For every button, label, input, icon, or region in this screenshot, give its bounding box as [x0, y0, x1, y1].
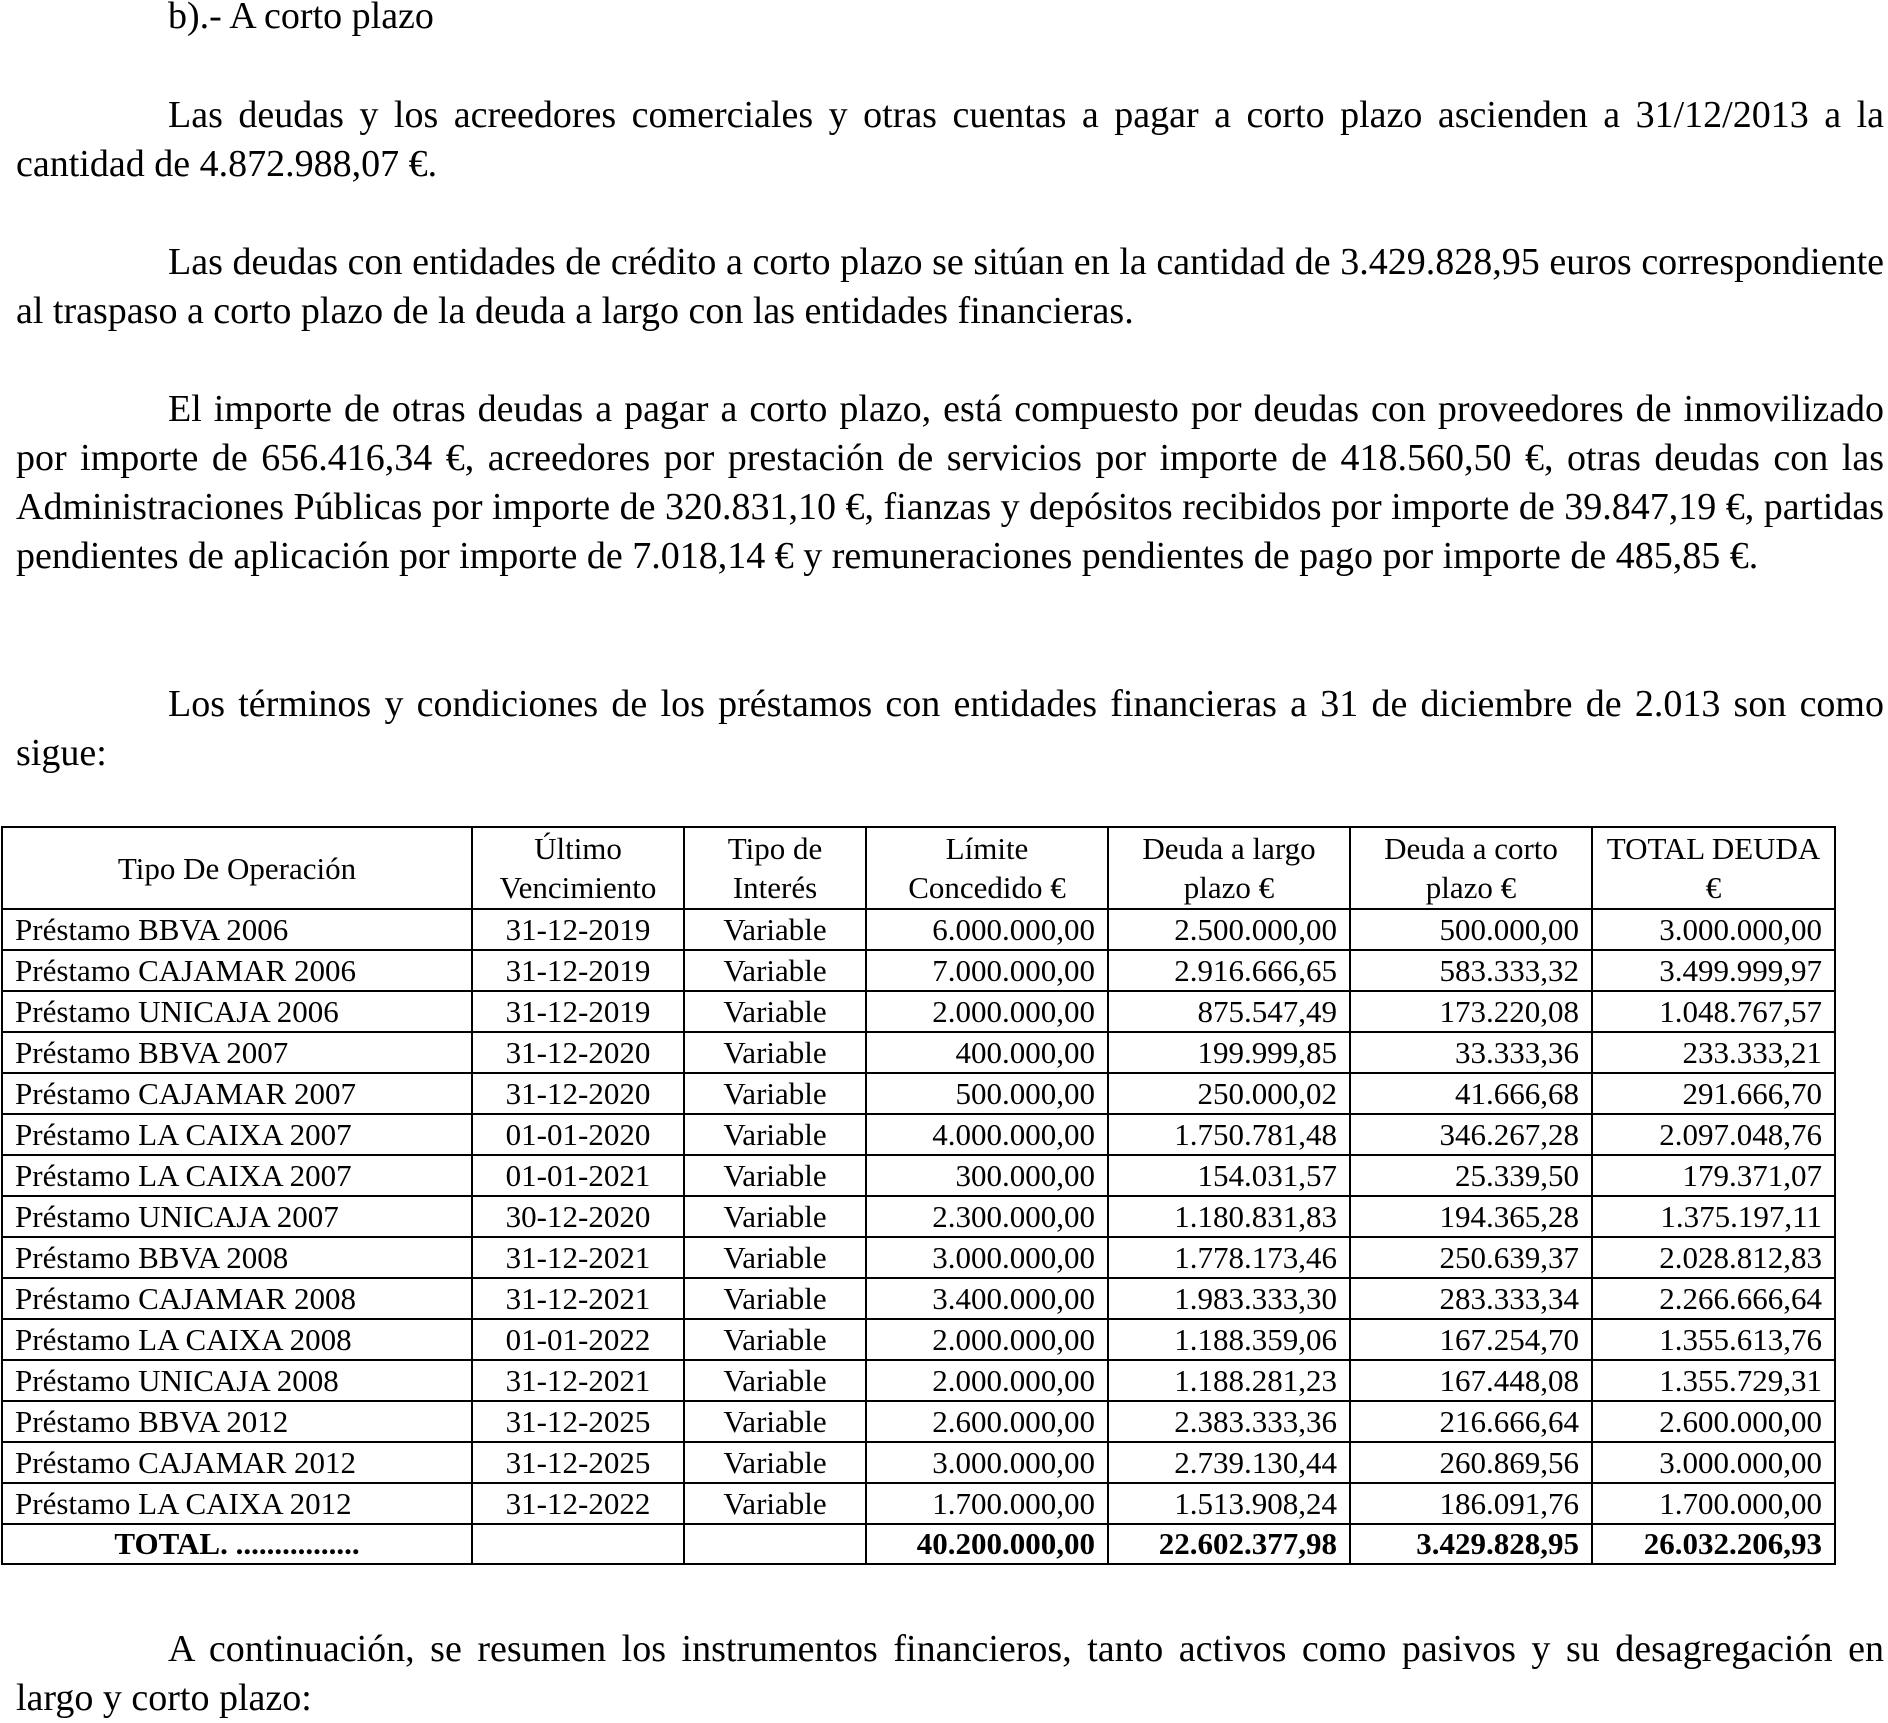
cell-limite: 1.700.000,00 — [866, 1483, 1108, 1524]
cell-operacion: Préstamo CAJAMAR 2007 — [2, 1073, 472, 1114]
cell-operacion: Préstamo CAJAMAR 2008 — [2, 1278, 472, 1319]
cell-vencimiento: 01-01-2021 — [472, 1155, 684, 1196]
cell-interes: Variable — [684, 1483, 866, 1524]
table-row — [2, 1483, 1835, 1524]
table-row — [2, 1073, 1835, 1114]
cell-vencimiento: 30-12-2020 — [472, 1196, 684, 1237]
header-tipo-interes: Tipo de Interés — [684, 827, 866, 909]
cell-total: 2.600.000,00 — [1592, 1401, 1835, 1442]
cell-limite: 3.000.000,00 — [866, 1237, 1108, 1278]
table-row — [2, 1032, 1835, 1073]
cell-operacion: Préstamo LA CAIXA 2008 — [2, 1319, 472, 1360]
cell-interes: Variable — [684, 1155, 866, 1196]
cell-vencimiento: 31-12-2019 — [472, 991, 684, 1032]
cell-limite: 2.300.000,00 — [866, 1196, 1108, 1237]
paragraph-loan-terms: Los términos y condiciones de los préstamos con entidades financieras a 31 de diciembre de 2.013 son como sigue: — [16, 683, 1884, 774]
cell-total: 1.355.613,76 — [1592, 1319, 1835, 1360]
cell-deuda-largo: 875.547,49 — [1108, 991, 1350, 1032]
cell-deuda-corto: 500.000,00 — [1350, 909, 1592, 950]
cell-operacion: Préstamo BBVA 2007 — [2, 1032, 472, 1073]
loans-table — [1, 826, 1836, 1565]
cell-deuda-corto: 260.869,56 — [1350, 1442, 1592, 1483]
cell-deuda-corto: 167.448,08 — [1350, 1360, 1592, 1401]
cell-interes: Variable — [684, 991, 866, 1032]
cell-interes: Variable — [684, 1360, 866, 1401]
cell-deuda-corto: 216.666,64 — [1350, 1401, 1592, 1442]
paragraph-financial-instruments: A continuación, se resumen los instrumentos financieros, tanto activos como pasivos y su desagregación en largo y corto plazo: — [16, 1628, 1884, 1719]
cell-deuda-largo: 1.180.831,83 — [1108, 1196, 1350, 1237]
cell-deuda-largo: 1.513.908,24 — [1108, 1483, 1350, 1524]
cell-deuda-largo: 154.031,57 — [1108, 1155, 1350, 1196]
cell-interes: Variable — [684, 1319, 866, 1360]
cell-deuda-largo: 1.778.173,46 — [1108, 1237, 1350, 1278]
cell-operacion: Préstamo CAJAMAR 2012 — [2, 1442, 472, 1483]
cell-deuda-corto: 583.333,32 — [1350, 950, 1592, 991]
cell-vencimiento: 31-12-2019 — [472, 909, 684, 950]
cell-deuda-corto: 33.333,36 — [1350, 1032, 1592, 1073]
table-row — [2, 1196, 1835, 1237]
cell-operacion: Préstamo UNICAJA 2008 — [2, 1360, 472, 1401]
header-total-deuda: TOTAL DEUDA € — [1592, 827, 1835, 909]
cell-deuda-corto: 250.639,37 — [1350, 1237, 1592, 1278]
cell-vencimiento: 31-12-2021 — [472, 1278, 684, 1319]
table-row — [2, 991, 1835, 1032]
cell-operacion: Préstamo BBVA 2008 — [2, 1237, 472, 1278]
cell-limite: 7.000.000,00 — [866, 950, 1108, 991]
cell-limite: 2.000.000,00 — [866, 1319, 1108, 1360]
cell-interes: Variable — [684, 1073, 866, 1114]
table-row — [2, 1360, 1835, 1401]
cell-limite: 3.400.000,00 — [866, 1278, 1108, 1319]
cell-total: 2.266.666,64 — [1592, 1278, 1835, 1319]
cell-operacion: Préstamo CAJAMAR 2006 — [2, 950, 472, 991]
header-limite-concedido: Límite Concedido € — [866, 827, 1108, 909]
table-row — [2, 1319, 1835, 1360]
cell-deuda-corto: 346.267,28 — [1350, 1114, 1592, 1155]
cell-interes: Variable — [684, 1442, 866, 1483]
cell-vencimiento: 01-01-2022 — [472, 1319, 684, 1360]
cell-deuda-corto: 173.220,08 — [1350, 991, 1592, 1032]
total-empty-cell — [684, 1524, 866, 1564]
cell-deuda-largo: 250.000,02 — [1108, 1073, 1350, 1114]
cell-deuda-largo: 2.916.666,65 — [1108, 950, 1350, 991]
cell-vencimiento: 31-12-2025 — [472, 1401, 684, 1442]
table-row — [2, 909, 1835, 950]
cell-total: 1.375.197,11 — [1592, 1196, 1835, 1237]
cell-vencimiento: 31-12-2021 — [472, 1360, 684, 1401]
cell-limite: 2.000.000,00 — [866, 991, 1108, 1032]
cell-total: 179.371,07 — [1592, 1155, 1835, 1196]
cell-vencimiento: 31-12-2025 — [472, 1442, 684, 1483]
cell-operacion: Préstamo BBVA 2012 — [2, 1401, 472, 1442]
total-deuda-largo: 22.602.377,98 — [1108, 1524, 1350, 1564]
cell-operacion: Préstamo LA CAIXA 2007 — [2, 1114, 472, 1155]
header-deuda-corto: Deuda a corto plazo € — [1350, 827, 1592, 909]
header-deuda-largo: Deuda a largo plazo € — [1108, 827, 1350, 909]
cell-limite: 2.000.000,00 — [866, 1360, 1108, 1401]
cell-interes: Variable — [684, 1114, 866, 1155]
cell-interes: Variable — [684, 1237, 866, 1278]
cell-operacion: Préstamo UNICAJA 2007 — [2, 1196, 472, 1237]
cell-total: 1.355.729,31 — [1592, 1360, 1835, 1401]
cell-operacion: Préstamo UNICAJA 2006 — [2, 991, 472, 1032]
header-tipo-operacion: Tipo De Operación — [2, 827, 472, 909]
cell-deuda-corto: 194.365,28 — [1350, 1196, 1592, 1237]
cell-deuda-largo: 1.750.781,48 — [1108, 1114, 1350, 1155]
total-label: TOTAL. ................ — [2, 1524, 472, 1564]
cell-interes: Variable — [684, 1278, 866, 1319]
cell-total: 2.097.048,76 — [1592, 1114, 1835, 1155]
cell-vencimiento: 01-01-2020 — [472, 1114, 684, 1155]
cell-total: 3.000.000,00 — [1592, 909, 1835, 950]
cell-total: 291.666,70 — [1592, 1073, 1835, 1114]
table-row — [2, 1155, 1835, 1196]
total-empty-cell — [472, 1524, 684, 1564]
cell-total: 2.028.812,83 — [1592, 1237, 1835, 1278]
table-total-row — [2, 1524, 1835, 1564]
cell-deuda-corto: 25.339,50 — [1350, 1155, 1592, 1196]
cell-limite: 3.000.000,00 — [866, 1442, 1108, 1483]
cell-interes: Variable — [684, 1032, 866, 1073]
cell-interes: Variable — [684, 950, 866, 991]
cell-interes: Variable — [684, 1401, 866, 1442]
cell-total: 3.499.999,97 — [1592, 950, 1835, 991]
cell-total: 233.333,21 — [1592, 1032, 1835, 1073]
cell-deuda-largo: 2.500.000,00 — [1108, 909, 1350, 950]
cell-deuda-largo: 2.739.130,44 — [1108, 1442, 1350, 1483]
cell-deuda-corto: 283.333,34 — [1350, 1278, 1592, 1319]
cell-vencimiento: 31-12-2021 — [472, 1237, 684, 1278]
cell-vencimiento: 31-12-2022 — [472, 1483, 684, 1524]
cell-limite: 500.000,00 — [866, 1073, 1108, 1114]
cell-deuda-largo: 199.999,85 — [1108, 1032, 1350, 1073]
paragraph-credit-entities: Las deudas con entidades de crédito a corto plazo se sitúan en la cantidad de 3.429.828,95 euros correspondiente al traspaso a corto plazo de la deuda a largo con las entidades financieras. — [16, 241, 1884, 332]
table-row — [2, 1442, 1835, 1483]
paragraph-other-debts: El importe de otras deudas a pagar a corto plazo, está compuesto por deudas con proveedores de inmovilizado por importe de 656.416,34 €, acreedores por prestación de servicios por importe de 418.560,50 €, otras deudas con las Administraciones Públicas por importe de 320.831,10 €, fianzas y depósitos recibidos por importe de 39.847,19 €, partidas pendientes de aplicación por importe de 7.018,14 € y remuneraciones pendientes de pago por importe de 485,85 €. — [16, 388, 1884, 577]
header-ultimo-vencimiento: Último Vencimiento — [472, 827, 684, 909]
cell-limite: 2.600.000,00 — [866, 1401, 1108, 1442]
total-deuda-corto: 3.429.828,95 — [1350, 1524, 1592, 1564]
cell-deuda-largo: 2.383.333,36 — [1108, 1401, 1350, 1442]
table-row — [2, 950, 1835, 991]
total-limite: 40.200.000,00 — [866, 1524, 1108, 1564]
cell-deuda-corto: 41.666,68 — [1350, 1073, 1592, 1114]
cell-operacion: Préstamo LA CAIXA 2007 — [2, 1155, 472, 1196]
paragraph-short-term-debts: Las deudas y los acreedores comerciales y otras cuentas a pagar a corto plazo ascienden a 31/12/2013 a la cantidad de 4.872.988,07 €. — [16, 94, 1884, 185]
cell-limite: 300.000,00 — [866, 1155, 1108, 1196]
cell-vencimiento: 31-12-2019 — [472, 950, 684, 991]
cell-total: 3.000.000,00 — [1592, 1442, 1835, 1483]
cell-operacion: Préstamo BBVA 2006 — [2, 909, 472, 950]
table-row — [2, 1401, 1835, 1442]
cell-interes: Variable — [684, 909, 866, 950]
table-row — [2, 1278, 1835, 1319]
cell-deuda-corto: 186.091,76 — [1350, 1483, 1592, 1524]
cell-deuda-corto: 167.254,70 — [1350, 1319, 1592, 1360]
table-row — [2, 1114, 1835, 1155]
cell-total: 1.700.000,00 — [1592, 1483, 1835, 1524]
cell-deuda-largo: 1.188.359,06 — [1108, 1319, 1350, 1360]
cell-operacion: Préstamo LA CAIXA 2012 — [2, 1483, 472, 1524]
total-deuda: 26.032.206,93 — [1592, 1524, 1835, 1564]
cell-limite: 4.000.000,00 — [866, 1114, 1108, 1155]
cell-deuda-largo: 1.983.333,30 — [1108, 1278, 1350, 1319]
cell-vencimiento: 31-12-2020 — [472, 1032, 684, 1073]
table-row — [2, 1237, 1835, 1278]
cell-total: 1.048.767,57 — [1592, 991, 1835, 1032]
cell-deuda-largo: 1.188.281,23 — [1108, 1360, 1350, 1401]
cell-interes: Variable — [684, 1196, 866, 1237]
cell-limite: 400.000,00 — [866, 1032, 1108, 1073]
cell-vencimiento: 31-12-2020 — [472, 1073, 684, 1114]
section-heading: b).- A corto plazo — [168, 0, 434, 37]
cell-limite: 6.000.000,00 — [866, 909, 1108, 950]
table-header-row — [2, 827, 1835, 909]
